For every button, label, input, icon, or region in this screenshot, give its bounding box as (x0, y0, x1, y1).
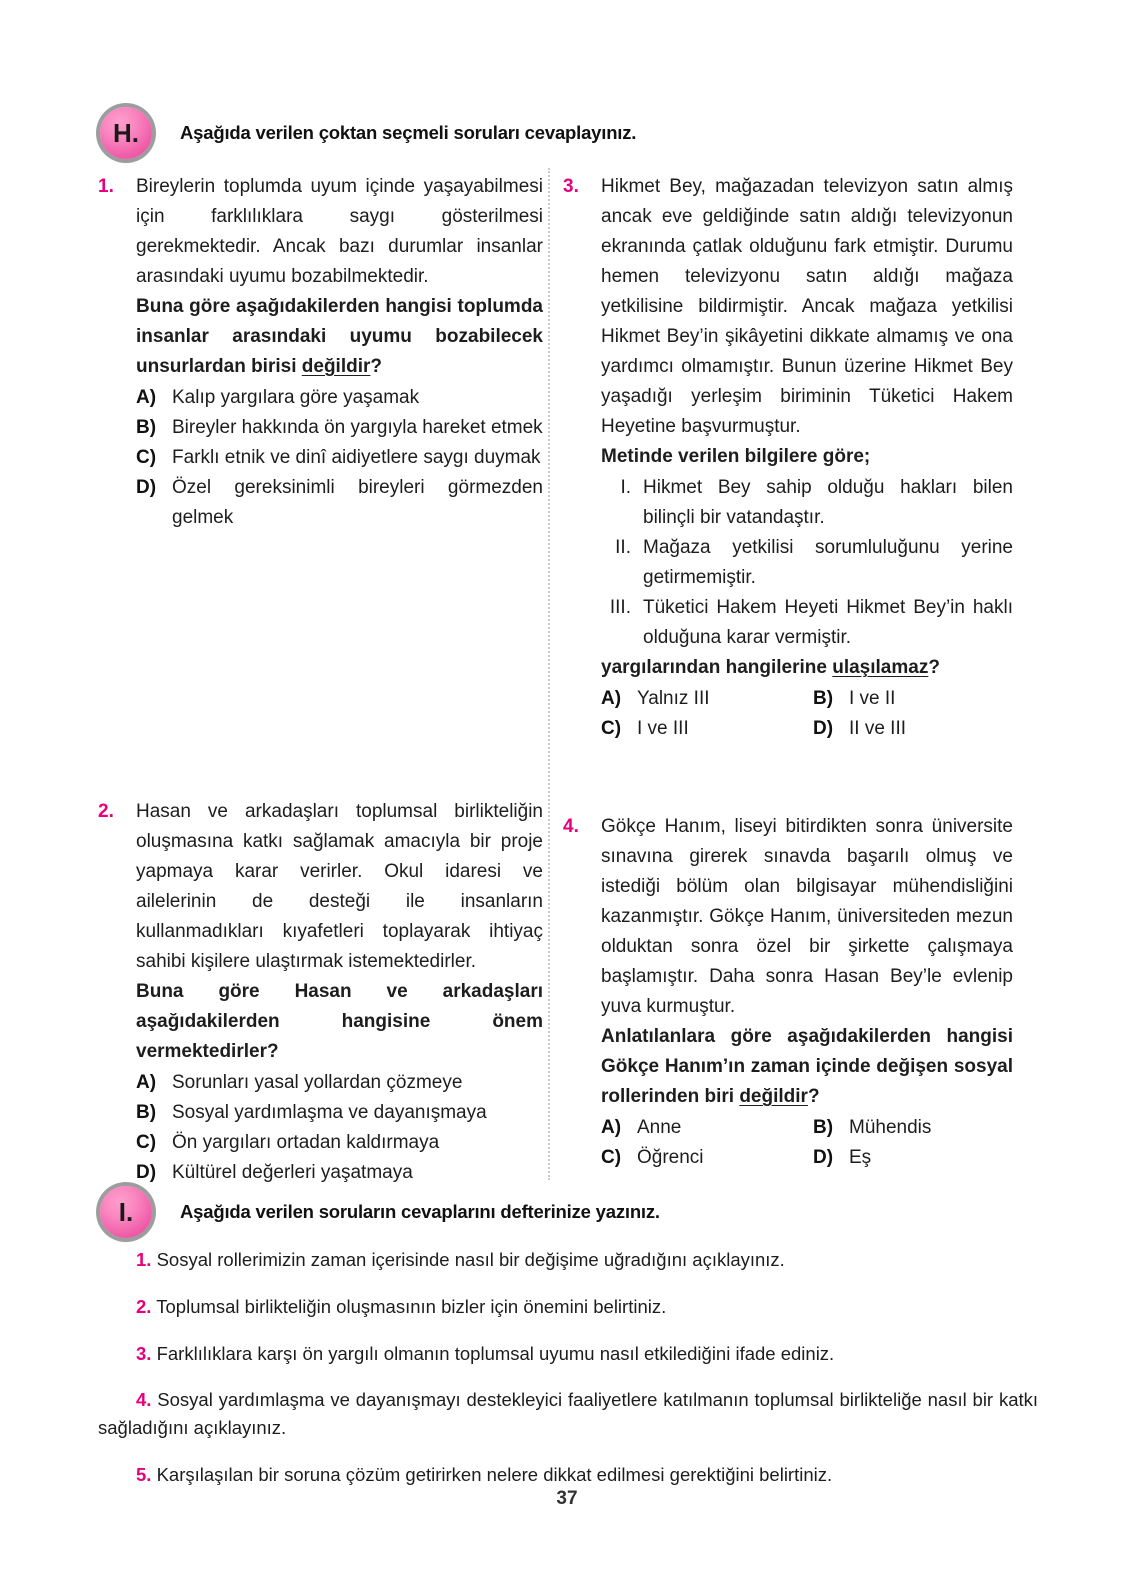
option-letter: B) (813, 688, 834, 710)
option-text: II ve III (849, 718, 907, 740)
option-row[interactable] (136, 1068, 543, 1098)
page-number: 37 (556, 1488, 578, 1509)
roman-item (601, 593, 1013, 653)
option-text: Anne (637, 1117, 682, 1139)
question-1-number: 1. (98, 176, 114, 197)
section-badge-h-label: H. (113, 118, 139, 148)
section-badge-i (100, 1186, 152, 1238)
option-letter: C) (601, 718, 622, 740)
option-text: Mühendis (849, 1117, 932, 1139)
roman-numeral: III. (609, 597, 631, 619)
option-row[interactable] (601, 684, 801, 714)
section-badge-h (100, 107, 152, 159)
option-row[interactable] (601, 1143, 801, 1173)
roman-text: Mağaza yetkilisi sorumluluğunu yerine getirmemiştir. (643, 537, 1013, 589)
option-letter: C) (136, 1132, 157, 1154)
option-text: Eş (849, 1147, 872, 1169)
option-text: I ve II (849, 688, 896, 710)
section-heading-h (100, 107, 636, 159)
option-row[interactable] (813, 1143, 1013, 1173)
roman-item (601, 533, 1013, 593)
option-row[interactable] (136, 413, 543, 443)
question-3-prompt (601, 653, 1013, 683)
question-4-options (601, 1113, 1013, 1173)
question-2-prompt (136, 977, 543, 1067)
roman-text: Hikmet Bey sahip olduğu hakları bilen bilinçli bir vatandaştır. (643, 477, 1013, 529)
option-letter: D) (813, 718, 834, 740)
option-letter: B) (136, 1102, 157, 1124)
option-text: Yalnız III (637, 688, 710, 710)
open-question-item (98, 1246, 1038, 1274)
option-letter: D) (136, 1162, 157, 1184)
open-question-text: Sosyal yardımlaşma ve dayanışmayı destekleyici faaliyetlere katılmanın toplumsal birlikteliğe nasıl bir katkı sağladığını açıklayınız. (98, 1389, 1039, 1438)
option-letter: D) (813, 1147, 834, 1169)
option-text: Farklı etnik ve dinî aidiyetlere saygı duymak (172, 447, 541, 469)
option-row[interactable] (136, 1158, 543, 1188)
option-letter: A) (136, 387, 157, 409)
question-4-prompt-suffix: ? (807, 1086, 820, 1108)
option-letter: C) (601, 1147, 622, 1169)
question-4 (563, 812, 1013, 1173)
option-row[interactable] (813, 1113, 1013, 1143)
column-divider (548, 168, 550, 1180)
question-1-prompt-prefix: Buna göre aşağıdakilerden hangisi toplumda insanlar arasındaki uyumu bozabilecek unsurlardan birisi (136, 296, 543, 378)
question-3-options (601, 684, 1013, 744)
section-title-h: Aşağıda verilen çoktan seçmeli soruları cevaplayınız. (180, 122, 637, 143)
question-3-prompt-underlined: ulaşılamaz (832, 657, 929, 679)
option-text: Kültürel değerleri yaşatmaya (172, 1162, 413, 1184)
option-letter: A) (601, 1117, 622, 1139)
question-4-prompt (601, 1022, 1013, 1112)
option-letter: D) (136, 477, 157, 499)
question-3-roman-list (601, 473, 1013, 653)
roman-item (601, 473, 1013, 533)
question-3-paragraph: Hikmet Bey, mağazadan televizyon satın almış ancak eve geldiğinde satın aldığı televizyonun ekranında çatlak olduğunu fark etmiştir. Durumu hemen televizyonu satın aldığı mağaza yetkilisine bildirmiştir. Ancak mağaza yetkilisi Hikmet Bey’in şikâyetini dikkate almamış ve ona yardımcı olmamıştır. Bunun üzerine Hikmet Bey yaşadığı yerleşim biriminin Tüketici Hakem Heyetine başvurmuştur. (601, 176, 1013, 438)
option-letter: B) (136, 417, 157, 439)
section-badge-i-label: I. (118, 1197, 134, 1227)
option-text: Özel gereksinimli bireyleri görmezden gelmek (172, 477, 543, 529)
option-row[interactable] (813, 714, 1013, 744)
option-row[interactable] (136, 1098, 543, 1128)
open-question-number: 4. (136, 1389, 152, 1411)
question-1-prompt-underlined: değildir (301, 356, 371, 378)
question-2-prompt-prefix: Buna göre Hasan ve arkadaşları aşağıdakilerden hangisine önem vermektedirler? (136, 981, 543, 1063)
section-heading-i (100, 1186, 660, 1238)
option-row[interactable] (136, 473, 543, 533)
option-text: Kalıp yargılara göre yaşamak (172, 387, 420, 409)
option-text: Sosyal yardımlaşma ve dayanışmaya (172, 1102, 487, 1124)
option-row[interactable] (813, 684, 1013, 714)
option-text: Sorunları yasal yollardan çözmeye (172, 1072, 463, 1094)
section-title-i: Aşağıda verilen soruların cevaplarını defterinize yazınız. (180, 1201, 660, 1222)
option-text: Öğrenci (637, 1147, 704, 1169)
open-question-item (98, 1386, 1038, 1442)
option-row[interactable] (136, 1128, 543, 1158)
option-letter: C) (136, 447, 157, 469)
question-1-prompt-suffix: ? (370, 356, 382, 378)
question-4-prompt-underlined: değildir (739, 1086, 808, 1108)
option-text: I ve III (637, 718, 689, 740)
question-2-options (136, 1068, 543, 1188)
option-row[interactable] (601, 1113, 801, 1143)
question-4-prompt-prefix: Anlatılanlara göre aşağıdakilerden hangisi Gökçe Hanım’ın zaman içinde değişen sosyal rollerinden biri (601, 1026, 1013, 1108)
roman-numeral: II. (615, 537, 631, 559)
question-4-number: 4. (563, 816, 579, 837)
roman-numeral: I. (620, 477, 631, 499)
question-1-options (136, 383, 543, 533)
question-2-number: 2. (98, 801, 114, 822)
open-question-number: 1. (136, 1249, 152, 1270)
option-row[interactable] (136, 443, 543, 473)
option-letter: B) (813, 1117, 834, 1139)
open-question-number: 3. (136, 1342, 152, 1364)
open-question-number: 5. (136, 1463, 152, 1485)
option-row[interactable] (601, 714, 801, 744)
question-1-prompt (136, 292, 543, 382)
question-3-sub-heading: Metinde verilen bilgilere göre; (601, 446, 871, 468)
option-text: Ön yargıları ortadan kaldırmaya (172, 1132, 440, 1154)
question-3-prompt-prefix: yargılarından hangilerine (601, 657, 833, 679)
option-row[interactable] (136, 383, 543, 413)
open-question-text: Farklılıklara karşı ön yargılı olmanın toplumsal uyumu nasıl etkilediğini ifade ediniz. (156, 1342, 835, 1364)
roman-text: Tüketici Hakem Heyeti Hikmet Bey’in haklı olduğuna karar vermiştir. (643, 597, 1013, 649)
question-3-number: 3. (563, 176, 579, 197)
open-question-text: Toplumsal birlikteliğin oluşmasının bizler için önemini belirtiniz. (156, 1295, 667, 1317)
option-letter: A) (136, 1072, 157, 1094)
question-1-paragraph: Bireylerin toplumda uyum içinde yaşayabilmesi için farklılıklara saygı gösterilmesi gerekmektedir. Ancak bazı durumlar insanlar arasındaki uyumu bozabilmektedir. (136, 176, 543, 288)
question-3-prompt-suffix: ? (928, 657, 940, 679)
option-text: Bireyler hakkında ön yargıyla hareket etmek (172, 417, 543, 439)
open-question-text: Karşılaşılan bir soruna çözüm getirirken nelere dikkat edilmesi gerektiğini belirtiniz. (156, 1463, 833, 1485)
question-2-paragraph: Hasan ve arkadaşları toplumsal birlikteliğin oluşmasına katkı sağlamak amacıyla bir proje yapmaya karar verirler. Okul idaresi ve ailelerinin de desteği ile insanların kullanmadıkları kıyafetleri toplayarak ihtiyaç sahibi kişilere ulaştırmak istemektedirler. (136, 801, 543, 973)
question-4-paragraph: Gökçe Hanım, liseyi bitirdikten sonra üniversite sınavına girerek sınavda başarılı olmuş ve istediği bölüm olan bilgisayar mühendisliğini kazanmıştır. Gökçe Hanım, üniversiteden mezun olduktan sonra özel bir şirkette çalışmaya başlamıştır. Daha sonra Hasan Bey’le evlenip yuva kurmuştur. (601, 816, 1013, 1018)
option-letter: A) (601, 688, 622, 710)
open-question-item (98, 1461, 1038, 1489)
open-question-list (98, 1246, 1038, 1508)
open-question-number: 2. (136, 1295, 152, 1317)
question-3 (563, 172, 1013, 744)
open-question-text: Sosyal rollerimizin zaman içerisinde nasıl bir değişime uğradığını açıklayınız. (156, 1249, 785, 1270)
question-1 (98, 172, 543, 533)
open-question-item (98, 1340, 1038, 1368)
open-question-item (98, 1293, 1038, 1321)
question-2 (98, 797, 543, 1188)
